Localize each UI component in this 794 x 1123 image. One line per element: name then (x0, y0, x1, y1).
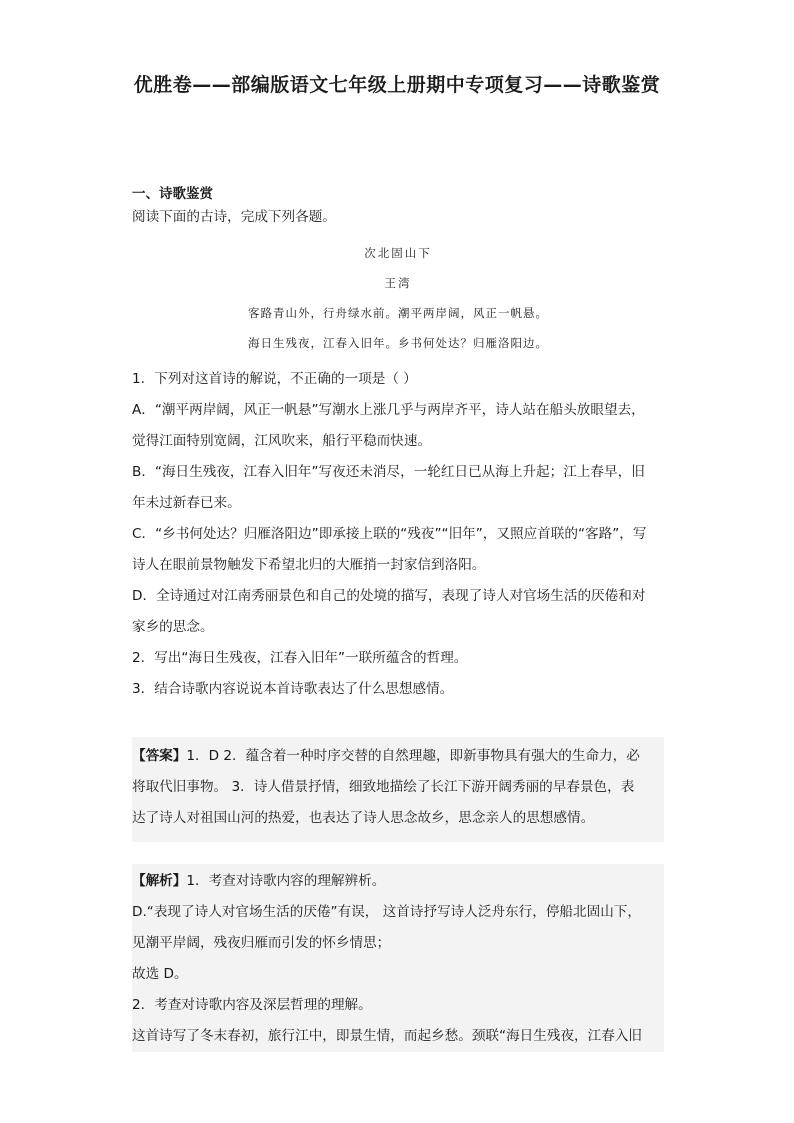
analysis-line: 见潮平岸阔，残夜归雁而引发的怀乡情思； (132, 935, 391, 951)
option-b-line: 年未过新春已来。 (132, 495, 241, 511)
analysis-line: 2．考查对诗歌内容及深层哲理的理解。 (132, 997, 372, 1013)
option-c-line: C．“乡书何处达？归雁洛阳边”即承接上联的“残夜”“旧年”，又照应首联的“客路”，写 (132, 526, 647, 542)
analysis-label: 【解析】 (132, 873, 187, 889)
answer-line (132, 741, 664, 772)
poem-author: 王湾 (384, 276, 412, 290)
question-1-stem: 1．下列对这首诗的解说，不正确的一项是（ ） (132, 371, 417, 387)
question-3: 3．结合诗歌内容说说本首诗歌表达了什么思想感情。 (132, 681, 454, 697)
answer-text: 1．D 2．蕴含着一种时序交替的自然理趣，即新事物具有强大的生命力，必 (186, 748, 640, 764)
answer-line: 将取代旧事物。 3．诗人借景抒情，细致地描绘了长江下游开阔秀丽的早春景色，表 (132, 779, 635, 795)
poem-title: 次北固山下 (364, 246, 432, 260)
document-content (132, 184, 664, 1052)
option-d-line: D．全诗通过对江南秀丽景色和自己的处境的描写，表现了诗人对官场生活的厌倦和对 (132, 588, 646, 604)
poem-line: 客路青山外，行舟绿水前。潮平两岸阔，风正一帆悬。 (248, 306, 548, 320)
option-c-line: 诗人在眼前景物触发下希望北归的大雁捎一封家信到洛阳。 (132, 557, 486, 573)
answer-label: 【答案】 (132, 748, 187, 764)
analysis-line: 故选 D。 (132, 966, 188, 982)
poem-line: 海日生残夜，江春入旧年。乡书何处达？归雁洛阳边。 (248, 336, 548, 350)
answer-block (132, 737, 664, 842)
poem (132, 238, 664, 358)
option-b-line: B．“海日生残夜，江春入旧年”写夜还未消尽，一轮红日已从海上升起；江上春早，旧 (132, 464, 645, 480)
answer-line: 达了诗人对祖国山河的热爱，也表达了诗人思念故乡，思念亲人的思想感情。 (132, 810, 595, 826)
option-a-line: A．“潮平两岸阔，风正一帆悬”写潮水上涨几乎与两岸齐平，诗人站在船头放眼望去， (132, 402, 645, 418)
section-heading: 一、诗歌鉴赏 (132, 186, 213, 202)
analysis-line (132, 866, 664, 897)
analysis-line: 这首诗写了冬末春初，旅行江中，即景生情，而起乡愁。颈联“海日生残夜，江春入旧 (132, 1028, 643, 1044)
document-title: 优胜卷——部编版语文七年级上册期中专项复习——诗歌鉴赏 (133, 74, 661, 96)
analysis-text: 1．考查对诗歌内容的理解辨析。 (186, 873, 386, 889)
analysis-block (132, 864, 664, 1052)
option-a-line: 觉得江面特别宽阔，江风吹来，船行平稳而快速。 (132, 433, 432, 449)
questions (132, 364, 664, 705)
section-instruction: 阅读下面的古诗，完成下列各题。 (132, 209, 336, 225)
analysis-line: D.“表现了诗人对官场生活的厌倦”有误， 这首诗抒写诗人泛舟东行，停船北固山下， (132, 904, 641, 920)
question-2: 2．写出“海日生残夜，江春入旧年”一联所蕴含的哲理。 (132, 650, 468, 666)
option-d-line: 家乡的思念。 (132, 619, 214, 635)
